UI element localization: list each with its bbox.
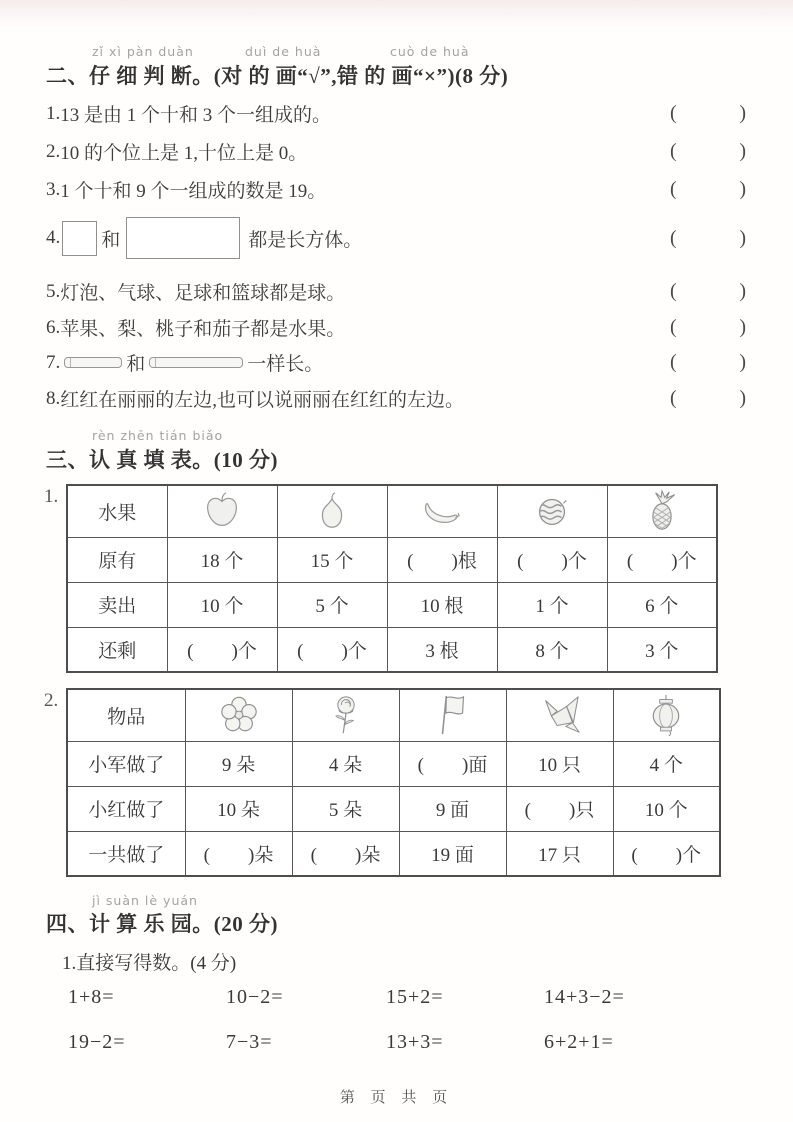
- pinyin-label: jì suàn lè yuán: [92, 893, 198, 908]
- answer-brackets: ( ): [670, 386, 746, 409]
- row-label: 小军做了: [67, 741, 185, 786]
- page-footer: 第 页 共 页: [339, 1090, 454, 1106]
- answer-brackets: ( ): [670, 101, 746, 124]
- judgment-item: [46, 138, 746, 165]
- section3-pinyin-row: [46, 428, 746, 444]
- judgment-item: [46, 176, 746, 203]
- section3-title: 三、认 真 填 表。(10 分): [46, 448, 278, 472]
- row-label: 还剩: [67, 627, 167, 672]
- table-cell: 10 个: [613, 786, 720, 831]
- short-stick-shape: [64, 357, 122, 368]
- item-number: 7.: [46, 351, 61, 373]
- table-number: 1.: [44, 486, 59, 507]
- pear-icon: [277, 485, 387, 537]
- banana-icon: [387, 485, 497, 537]
- pineapple-icon: [607, 485, 717, 537]
- table-cell: 10 根: [387, 582, 497, 627]
- table-cell: 9 面: [399, 786, 506, 831]
- judgment-item: [46, 385, 746, 412]
- row-label: 一共做了: [67, 831, 185, 876]
- table-cell: 6 个: [607, 582, 717, 627]
- table-cell: 15 个: [277, 537, 387, 582]
- table-cell: 10 朵: [185, 786, 292, 831]
- row-label: 原有: [67, 537, 167, 582]
- math-problem: 13+3=: [386, 1031, 444, 1053]
- table-cell: 1 个: [497, 582, 607, 627]
- table-cell: 8 个: [497, 627, 607, 672]
- pinyin-label: cuò de huà: [390, 44, 470, 59]
- square-shape: [62, 221, 97, 256]
- item-text: 灯泡、气球、足球和篮球都是球。: [60, 283, 346, 304]
- math-problem: 15+2=: [386, 986, 444, 1008]
- item-text: 一样长。: [247, 354, 324, 375]
- item-number: 8.: [46, 387, 61, 409]
- section4-pinyin-row: [46, 893, 746, 909]
- table-cell: 5 朵: [292, 786, 399, 831]
- table-cell: ( )个: [613, 831, 720, 876]
- table-cell: ( )个: [167, 627, 277, 672]
- item-number: 3.: [46, 178, 61, 200]
- item-text: 13 是由 1 个十和 3 个一组成的。: [60, 105, 332, 126]
- answer-brackets: ( ): [670, 226, 746, 249]
- table-cell: 17 只: [506, 831, 613, 876]
- lantern-icon: [613, 689, 720, 741]
- answer-brackets: ( ): [670, 139, 746, 162]
- answer-brackets: ( ): [670, 177, 746, 200]
- table-header-label: 水果: [67, 485, 167, 537]
- table-cell: 4 个: [613, 741, 720, 786]
- judgment-item: [46, 314, 746, 341]
- item-number: 6.: [46, 316, 61, 338]
- table-cell: 10 个: [167, 582, 277, 627]
- math-problem: 10−2=: [226, 986, 284, 1008]
- fruit-table-block: [0, 484, 793, 679]
- rose-icon: [292, 689, 399, 741]
- math-problem: 7−3=: [226, 1031, 273, 1053]
- math-problem: 19−2=: [68, 1031, 126, 1053]
- item-text: 苹果、梨、桃子和茄子都是水果。: [60, 319, 346, 340]
- math-problem: 1+8=: [68, 986, 115, 1008]
- fruit-table: [66, 484, 718, 673]
- row-label: 小红做了: [67, 786, 185, 831]
- item-text: 和: [101, 229, 121, 251]
- item-text: 10 的个位上是 1,十位上是 0。: [60, 143, 308, 164]
- table-cell: 10 只: [506, 741, 613, 786]
- item-number: 5.: [46, 280, 61, 302]
- table-cell: ( )根: [387, 537, 497, 582]
- math-problem: 14+3−2=: [544, 986, 625, 1008]
- items-table-block: [0, 688, 793, 883]
- pinyin-label: zǐ xì pàn duàn: [92, 44, 194, 59]
- table-cell: ( )个: [277, 627, 387, 672]
- section2-pinyin-row: [46, 44, 746, 60]
- table-cell: 9 朵: [185, 741, 292, 786]
- item-text: 红红在丽丽的左边,也可以说丽丽在红红的左边。: [60, 390, 465, 411]
- item-number: 2.: [46, 140, 61, 162]
- item-number: 4.: [46, 227, 61, 248]
- section2-title: 二、仔 细 判 断。(对 的 画“√”,错 的 画“×”)(8 分): [46, 64, 509, 88]
- table-cell: ( )只: [506, 786, 613, 831]
- math-problem: 6+2+1=: [544, 1031, 614, 1053]
- judgment-item: [46, 212, 746, 264]
- judgment-item: [46, 278, 746, 305]
- section4-subtitle: 1.直接写得数。(4 分): [62, 953, 237, 974]
- table-cell: 3 根: [387, 627, 497, 672]
- answer-brackets: ( ): [670, 279, 746, 302]
- item-text: 1 个十和 9 个一组成的数是 19。: [60, 181, 327, 202]
- item-text: 和: [126, 354, 146, 375]
- item-number: 1.: [46, 102, 61, 124]
- table-cell: ( )面: [399, 741, 506, 786]
- table-cell: 4 朵: [292, 741, 399, 786]
- table-cell: 19 面: [399, 831, 506, 876]
- pinyin-label: duì de huà: [245, 44, 322, 59]
- table-header-label: 物品: [67, 689, 185, 741]
- watermelon-icon: [497, 485, 607, 537]
- table-cell: ( )个: [607, 537, 717, 582]
- answer-brackets: ( ): [670, 350, 746, 373]
- table-cell: 3 个: [607, 627, 717, 672]
- paper-crane-icon: [506, 689, 613, 741]
- items-table: [66, 688, 721, 877]
- table-cell: ( )朵: [185, 831, 292, 876]
- item-text: 都是长方体。: [248, 229, 363, 251]
- rectangle-shape: [126, 217, 240, 259]
- table-cell: ( )朵: [292, 831, 399, 876]
- table-cell: ( )个: [497, 537, 607, 582]
- plum-blossom-icon: [185, 689, 292, 741]
- section4-title: 四、计 算 乐 园。(20 分): [46, 912, 278, 936]
- long-stick-shape: [149, 357, 243, 368]
- judgment-item: [46, 349, 746, 376]
- judgment-item: [46, 100, 746, 127]
- table-number: 2.: [44, 690, 59, 711]
- apple-icon: [167, 485, 277, 537]
- flag-icon: [399, 689, 506, 741]
- answer-brackets: ( ): [670, 315, 746, 338]
- row-label: 卖出: [67, 582, 167, 627]
- table-cell: 5 个: [277, 582, 387, 627]
- table-cell: 18 个: [167, 537, 277, 582]
- pinyin-label: rèn zhēn tián biǎo: [92, 428, 224, 443]
